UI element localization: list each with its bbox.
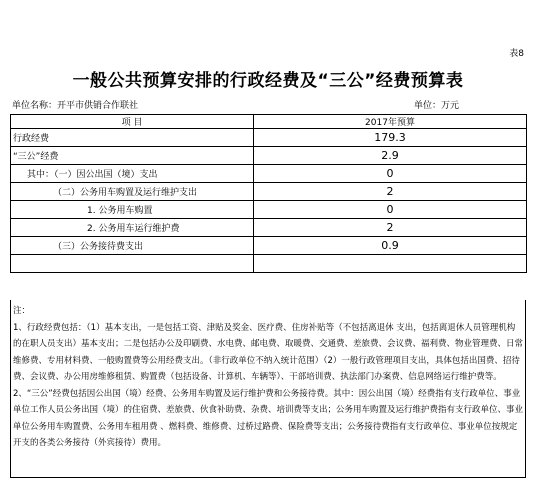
row-item-value: 0.9 [254, 237, 527, 255]
table-row [11, 201, 527, 219]
row-item-name: 其中：（一）因公出国（境）支出 [11, 165, 254, 183]
row-item-value: 0 [254, 201, 527, 219]
row-item-value: 2.9 [254, 147, 527, 165]
empty-cell [11, 255, 254, 273]
row-item-name: 2. 公务用车运行维护费 [11, 219, 254, 237]
page-title: 一般公共预算安排的行政经费及“三公”经费预算表 [72, 71, 464, 91]
note-item-2: 2、“三公”经费包括因公出国（境）经费、公务用车购置及运行维护费和公务接待费。其中：因公出国（境）经费指有支行政单位、事业单位工作人员公务出国（境）的住宿费、差旅费、伙食补助费、杂费、培训费等支出；公务用车购置及运行维护费指有支行政单位、事业单位公务用车购置费、公务用车租用费 、燃料费、维修费、过桥过路费、保险费等支出；公务接待费指有支行政单位、事业单位按规定开支的各类公务接待（外宾接待）费用。 [13, 388, 524, 448]
table-row [11, 183, 527, 201]
unit-name-label: 单位名称：开平市供销合作联社 [12, 101, 139, 111]
row-item-value: 2 [254, 219, 527, 237]
notes-label: 注： [13, 306, 31, 316]
empty-cell [254, 255, 527, 273]
table-row [11, 219, 527, 237]
note-item-1: 1、行政经费包括：（1）基本支出，一是包括工资、津贴及奖金、医疗费、住房补贴等（不包括离退休 支出，包括离退休人员管理机构的在职人员支出）基本支出；二是包括办公及印刷费、水电费、邮电费、取暖费、交通费、差旅费、会议费、福利费、物业管理费、日常维修费、专用材料费、一般购置费等公用经费支出。（非行政单位不纳入统计范围）（2）一般行政管理项目支出，具体包括出国费、招待费、会议费、办公用房维修租赁、购置费（包括设备、计算机、车辆等）、干部培训费、执法部门办案费、信息网络运行维护费等。 [13, 322, 524, 382]
notes-section [10, 300, 526, 478]
table-header-row [11, 115, 527, 129]
row-item-name: “三公”经费 [11, 147, 254, 165]
table-row [11, 129, 527, 147]
row-item-name: （二）公务用车购置及运行维护支出 [11, 183, 254, 201]
header-item: 项 目 [11, 115, 254, 129]
unit-info-row [12, 98, 526, 112]
row-item-name: （三）公务接待费支出 [11, 237, 254, 255]
table-row [11, 237, 527, 255]
row-item-value: 0 [254, 165, 527, 183]
row-item-value: 179.3 [254, 129, 527, 147]
budget-table [10, 114, 527, 273]
currency-unit-label: 单位：万元 [414, 101, 460, 111]
table-row [11, 147, 527, 165]
header-budget-2017: 2017年预算 [254, 115, 527, 129]
row-item-value: 2 [254, 183, 527, 201]
table-row-empty [11, 255, 527, 273]
row-item-name: 1. 公务用车购置 [11, 201, 254, 219]
table-number: 表8 [509, 49, 524, 59]
row-item-name: 行政经费 [11, 129, 254, 147]
table-row [11, 165, 527, 183]
